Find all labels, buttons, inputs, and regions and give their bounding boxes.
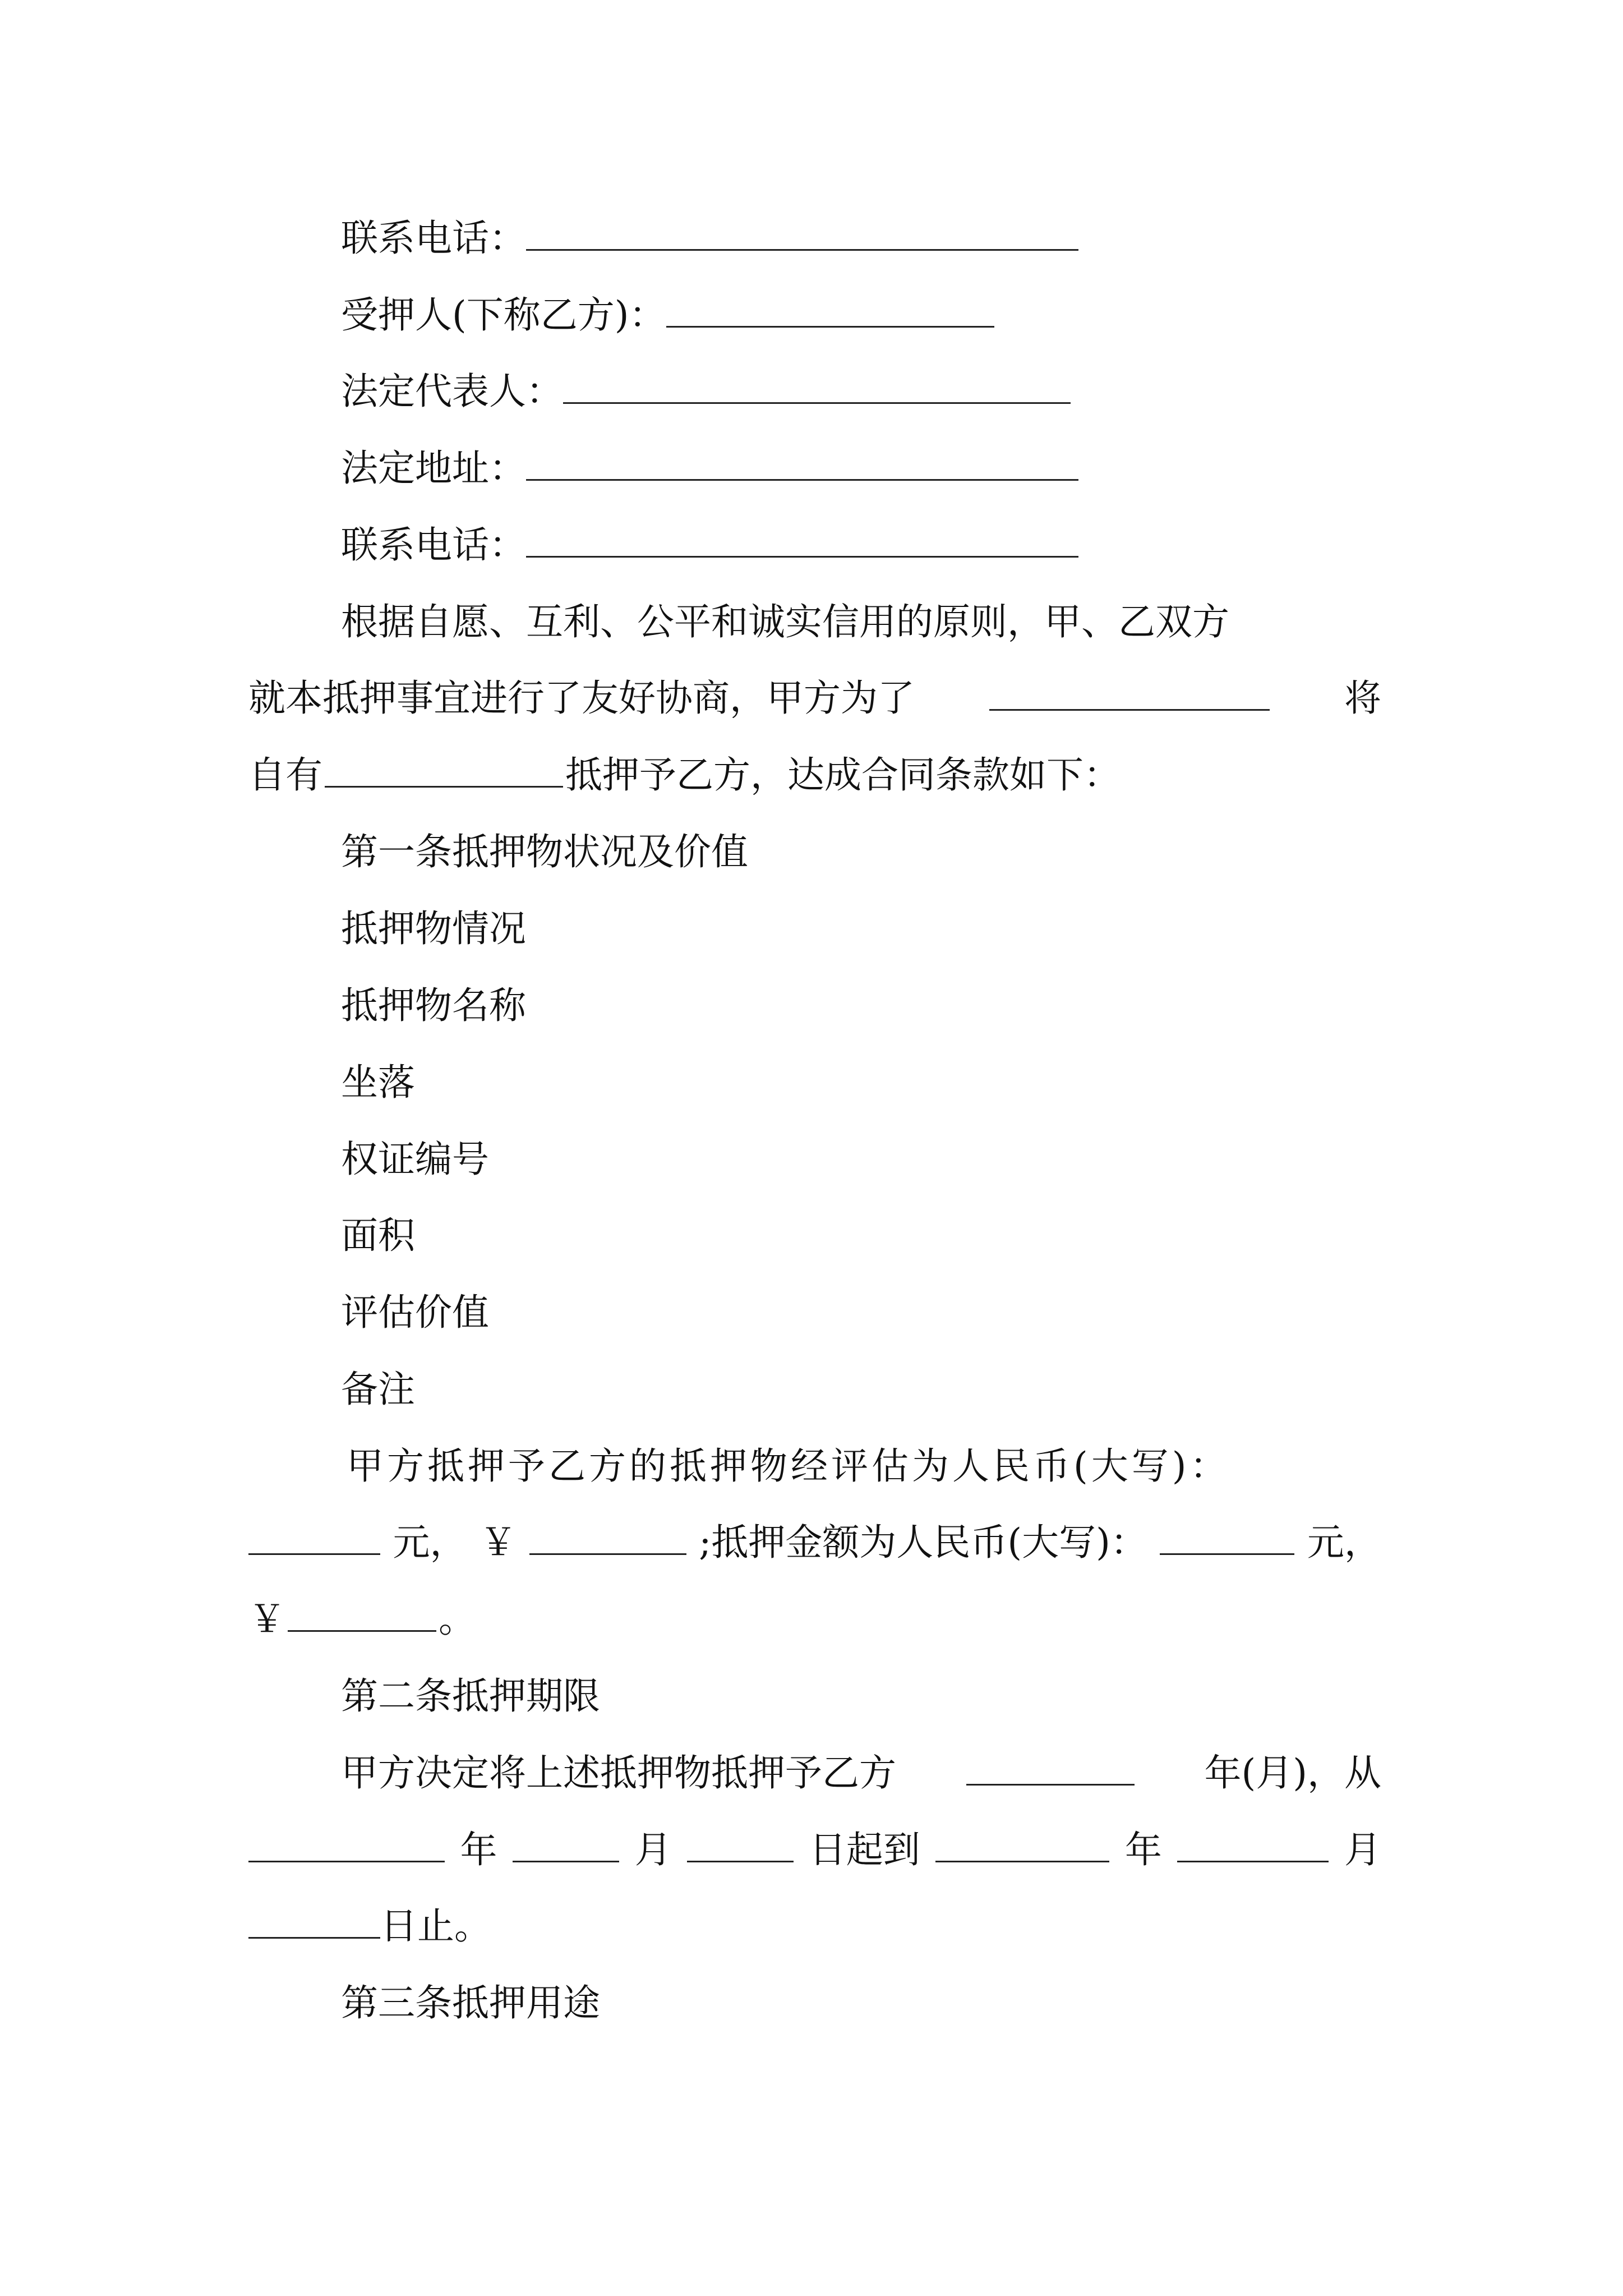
term-text-1a: 甲方决定将上述抵押物抵押予乙方 (341, 1751, 896, 1795)
valuation-text-1: 甲方抵押予乙方的抵押物经评估为人民币(大写)： (347, 1444, 1230, 1488)
article-1-item: 面积 (341, 1214, 415, 1257)
valuation-period: 。 (439, 1598, 476, 1641)
intro-text-3a: 自有 (248, 753, 322, 797)
intro-text-1: 根据自愿、互利、公平和诚实信用的原则，甲、乙双方 (341, 600, 1229, 643)
intro-text-2a: 就本抵押事宜进行了友好协商，甲方为了 (248, 677, 915, 720)
intro-line-3 (248, 753, 1121, 798)
term-line-1 (341, 1751, 1381, 1796)
party-b-rep-label: 法定代表人： (341, 370, 563, 413)
party-b-addr-line (341, 446, 1078, 491)
end-month-blank (1177, 1828, 1329, 1862)
party-b-rep-line (341, 369, 1071, 414)
mortgage-figures-blank (288, 1598, 436, 1632)
term-line-2 (248, 1828, 1381, 1872)
party-b-phone-blank (526, 523, 1078, 558)
intro-property-blank (325, 753, 563, 788)
intro-line-1 (341, 600, 1229, 645)
mortgage-words-blank (1160, 1521, 1294, 1555)
mortgage-amount-label: ;抵押金额为人民币(大写)： (699, 1521, 1147, 1564)
start-year-blank (248, 1828, 445, 1862)
article-3-title: 第三条抵押用途 (341, 1981, 600, 2024)
end-year-blank (935, 1828, 1109, 1862)
article-1-item: 坐落 (341, 1061, 415, 1104)
article-1-item: 评估价值 (341, 1291, 489, 1334)
start-day-label: 日起到 (809, 1828, 920, 1871)
party-b-phone-label: 联系电话： (341, 523, 526, 567)
valuation-figures-blank (529, 1521, 686, 1555)
party-b-addr-label: 法定地址： (341, 447, 526, 490)
start-month-label: 月 (634, 1828, 672, 1871)
mortgage-yen: ￥ (248, 1598, 285, 1641)
valuation-yen: ￥ (479, 1521, 517, 1564)
start-day-blank (687, 1828, 794, 1862)
article-1-item: 抵押物名称 (341, 984, 526, 1027)
valuation-unit: 元， (393, 1521, 467, 1564)
article-1-item: 抵押物情况 (341, 907, 526, 950)
party-b-title-label: 受押人(下称乙方)： (341, 293, 666, 337)
intro-purpose-blank (989, 677, 1270, 711)
end-day-label: 日止。 (380, 1904, 491, 1948)
party-b-title-line (341, 293, 994, 338)
start-year-label: 年 (460, 1828, 497, 1871)
party-a-phone-line (341, 216, 1078, 261)
party-b-phone-line (341, 523, 1078, 568)
party-a-phone-blank (526, 217, 1078, 251)
valuation-line-2 (248, 1520, 1381, 1565)
party-a-phone-label: 联系电话： (341, 217, 526, 260)
term-length-blank (966, 1751, 1135, 1786)
valuation-words-blank (248, 1521, 380, 1555)
party-b-rep-blank (563, 370, 1071, 404)
article-1-item: 权证编号 (341, 1138, 489, 1181)
article-1-item: 备注 (341, 1368, 415, 1411)
party-b-name-blank (666, 293, 994, 328)
intro-text-3b: 抵押予乙方，达成合同条款如下： (565, 753, 1121, 797)
intro-line-2 (248, 676, 1381, 721)
intro-text-2b: 将 (1344, 677, 1381, 720)
party-b-addr-blank (526, 447, 1078, 481)
valuation-line-1 (347, 1444, 1381, 1489)
term-line-3 (248, 1904, 491, 1949)
valuation-line-3 (248, 1597, 476, 1642)
start-month-blank (513, 1828, 619, 1862)
term-text-1b: 年(月)，从 (1204, 1751, 1381, 1795)
end-day-blank (248, 1904, 380, 1939)
end-month-label: 月 (1344, 1828, 1381, 1871)
end-year-label: 年 (1124, 1828, 1162, 1871)
article-2-title: 第二条抵押期限 (341, 1674, 600, 1718)
article-1-title: 第一条抵押物状况及价值 (341, 830, 748, 873)
mortgage-unit: 元， (1307, 1521, 1381, 1564)
